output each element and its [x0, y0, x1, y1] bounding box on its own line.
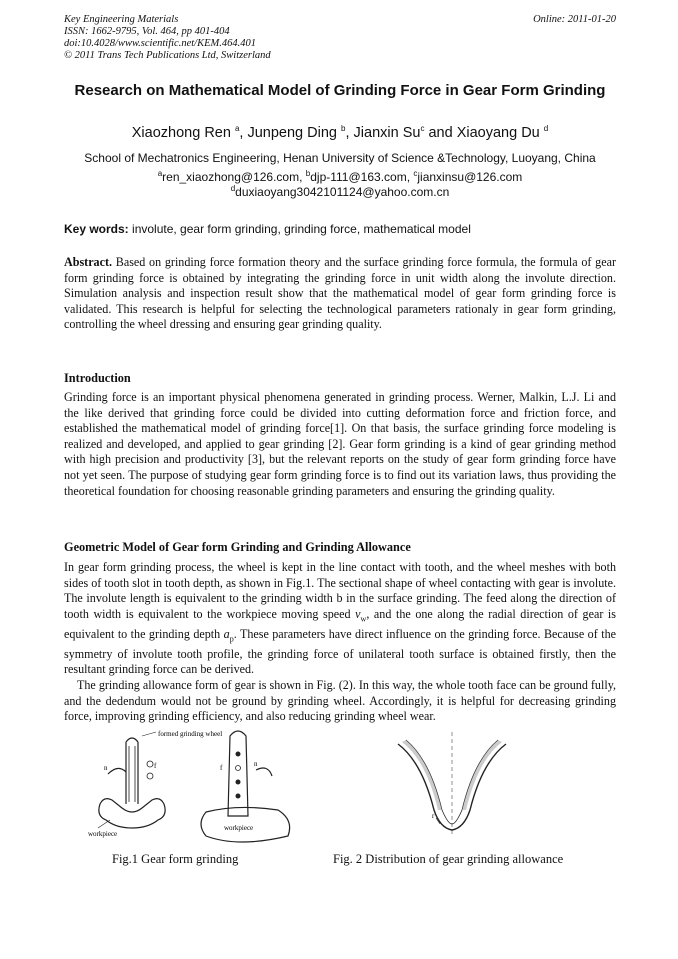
issn: ISSN: 1662-9795, Vol. 464, pp 401-404 — [64, 26, 230, 37]
label-wheel: formed grinding wheel — [158, 730, 223, 738]
author-name: Xiaozhong Ren — [131, 125, 231, 141]
section-heading: Geometric Model of Gear form Grinding and Grinding Allowance — [64, 540, 411, 554]
doi: doi:10.4028/www.scientific.net/KEM.464.401 — [64, 38, 256, 49]
text-run: , and the one along the radial direction of gear is equivalent to the grinding depth — [64, 606, 616, 641]
wheel-outline — [126, 738, 138, 804]
journal-header — [64, 14, 616, 62]
online-date: Online: 2011-01-20 — [533, 14, 616, 25]
author-sep: , — [345, 125, 350, 141]
author-name: Xiaoyang Du — [456, 125, 540, 141]
email-sup: b — [305, 169, 311, 178]
label-f: f — [154, 762, 157, 770]
keywords-label: Key words: — [64, 222, 129, 236]
figure-2-caption: Fig. 2 Distribution of gear grinding allowance — [333, 852, 564, 866]
author-sep: , — [239, 125, 244, 141]
label-f: f — [220, 764, 223, 772]
author-sup: d — [543, 124, 549, 134]
paragraph-text — [64, 560, 616, 678]
symbol-sub: p — [229, 634, 234, 644]
figure-1-gear-form-grinding — [88, 724, 310, 846]
paper-title: Research on Mathematical Model of Grinding Force in Gear Form Grinding — [74, 82, 606, 99]
author-name: Junpeng Ding — [247, 125, 337, 141]
intro-paragraph — [64, 390, 616, 499]
email-sup: d — [230, 184, 236, 193]
email: djp-111@163.com, — [310, 170, 411, 184]
figure-1-caption: Fig.1 Gear form grinding — [112, 852, 239, 866]
keywords — [64, 222, 616, 237]
email: ren_xiaozhong@126.com, — [162, 170, 303, 184]
text-run: In gear form grinding process, the wheel is kept in the line contact with tooth, and the wheel meshes with both sides of tooth slot in tooth depth, as shown in Fig.1. The sectional shape of wheel contacting with gear is involute. The involute length is equivalent to the grinding width b in the surface grinding. The feed along the direction of tooth width is equivalent to the workpiece moving speed — [64, 560, 616, 621]
email: jianxinsu@126.com — [417, 170, 523, 184]
author-emails — [64, 170, 616, 200]
figure-2-grinding-allowance — [392, 732, 522, 842]
journal-name: Key Engineering Materials — [64, 14, 179, 25]
author-list — [64, 124, 616, 142]
copyright: © 2011 Trans Tech Publications Ltd, Switzerland — [64, 50, 271, 61]
text-run: . These parameters have direct influence on the grinding force. Because of the symmetry of involute tooth profile, the grinding force of unilateral tooth surface is obtained firstly, then the resultant grinding force can be derived. — [64, 626, 616, 677]
affiliation: School of Mechatronics Engineering, Henan University of Science &Technology, Luoyang, China — [84, 151, 596, 165]
label-workpiece: workpiece — [88, 830, 118, 838]
keywords-text: involute, gear form grinding, grinding force, mathematical model — [132, 222, 471, 236]
section-heading: Introduction — [64, 371, 131, 385]
author-sup: c — [420, 124, 425, 134]
email-sup: c — [413, 169, 418, 178]
abstract-label: Abstract. — [64, 255, 113, 269]
email-sup: a — [157, 169, 163, 178]
author-and: and — [428, 125, 453, 141]
author-name: Jianxin Su — [353, 125, 421, 141]
label-n: n — [254, 760, 258, 768]
paragraph-text: Grinding force is an important physical phenomena generated in grinding process. Werner, Malkin, L.J. Li and the like derived that grinding force could be divided into cutting deformation force and friction force, and established the mathematical model of grinding force[1]. On that basis, the surface grinding force modeling is realized and developed, and applied to gear grinding [2]. Gear form grinding is a kind of gear grinding method with high precision and productivity [3], but the relevant reports on the study of gear form grinding force have not yet seen. The purpose of studying gear form grinding force is to find out its variation laws, thus providing the theoretical foundation for choosing reasonable grinding parameters and ensuring the grinding quality. — [64, 390, 616, 498]
abstract-text: Based on grinding force formation theory and the surface grinding force formula, the formula of gear form grinding force is obtained by integrating the grinding force in unit width along the involute direction. Simulation analysis and inspection result show that the mathematical model of gear form grinding force is validated. This research is helpful for selecting the technological parameters rationaly in gear form grinding, controlling the wheel dressing and ensuring gear grinding quality. — [64, 255, 616, 332]
symbol-sub: w — [360, 614, 367, 624]
workpiece-left — [99, 799, 165, 828]
wheel-face — [228, 731, 248, 816]
symbol-vw: v — [355, 606, 361, 621]
author-sup: b — [341, 124, 346, 134]
label-r: r — [432, 812, 435, 820]
label-workpiece: workpiece — [224, 824, 254, 832]
symbol-ap: a — [223, 626, 230, 641]
paragraph-text: The grinding allowance form of gear is shown in Fig. (2). In this way, the whole tooth face can be ground fully, and the dedendum would not be ground by grinding wheel. Accordingly, it is helpful for decreasing grinding force, improving grinding efficiency, and also reducing grinding wheel wear. — [64, 677, 616, 724]
author-sup: a — [234, 124, 240, 134]
email: duxiaoyang3042101124@yahoo.com.cn — [235, 185, 450, 199]
abstract — [64, 255, 616, 333]
label-n: n — [104, 764, 108, 772]
geometry-paragraphs — [64, 560, 616, 725]
